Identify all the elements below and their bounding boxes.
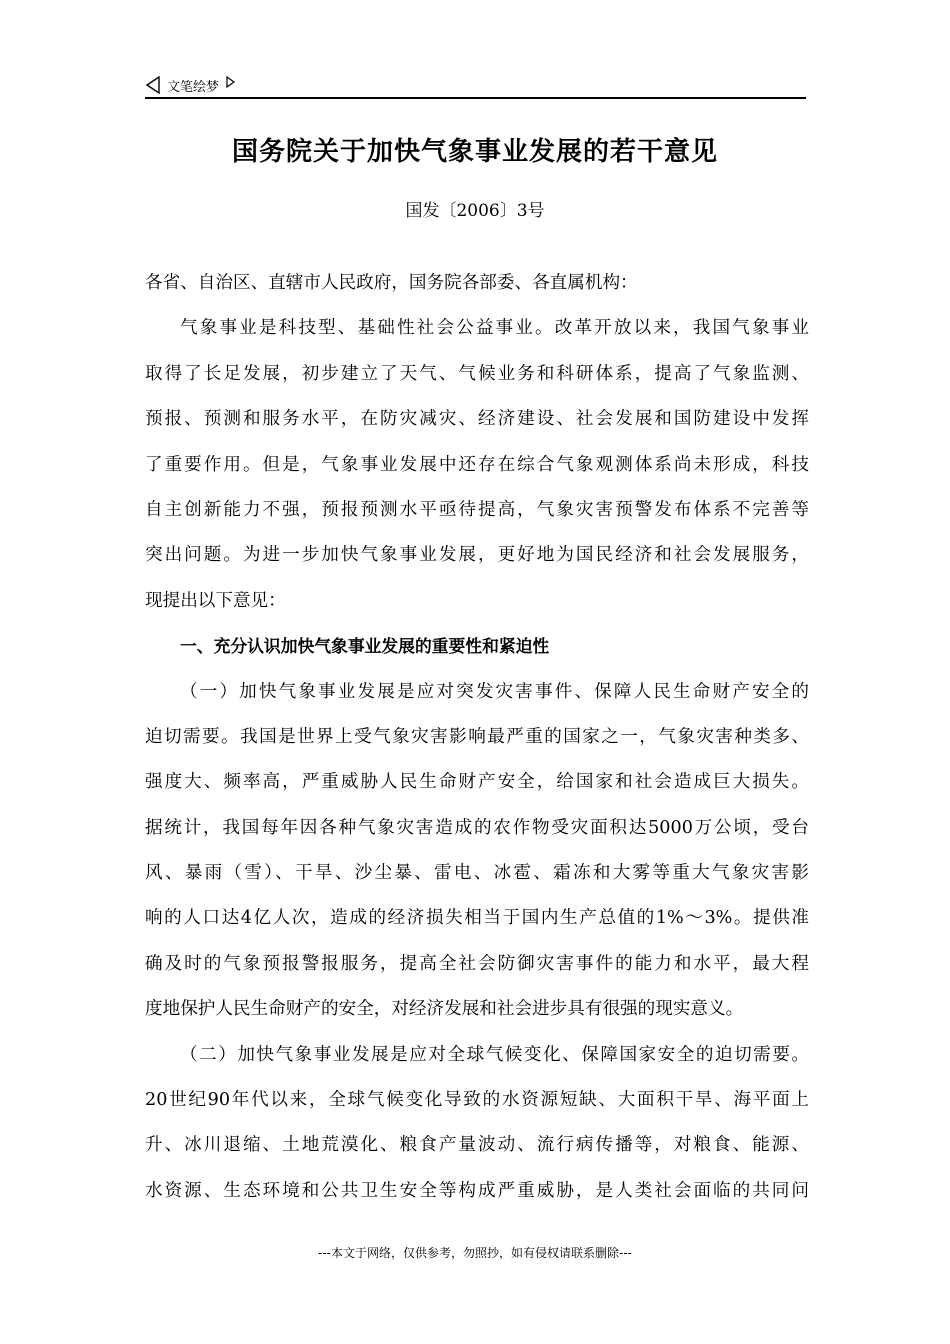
paragraph-line: 风、暴雨（雪）、干旱、沙尘暴、雷电、冰雹、霜冻和大雾等重大气象灾害影	[145, 863, 809, 884]
section-heading: 一、充分认识加快气象事业发展的重要性和紧迫性	[180, 636, 550, 657]
page-header	[145, 72, 805, 98]
salutation-line: 各省、自治区、直辖市人民政府，国务院各部委、各直属机构：	[145, 273, 638, 293]
right-triangle-icon	[225, 76, 235, 88]
paragraph-line: 响的人口达4亿人次，造成的经济损失相当于国内生产总值的1%～3%。提供准	[145, 908, 809, 929]
paragraph-line: 20世纪90年代以来，全球气候变化导致的水资源短缺、大面积干旱、海平面上	[145, 1090, 809, 1111]
paragraph-line: 预报、预测和服务水平，在防灾减灾、经济建设、社会发展和国防建设中发挥	[145, 409, 809, 430]
header-label: 文笔绘梦	[167, 79, 220, 95]
paragraph-line: 强度大、频率高，严重威胁人民生命财产安全，给国家和社会造成巨大损失。	[145, 772, 809, 793]
paragraph-line: 度地保护人民生命财产的安全，对经济发展和社会进步具有很强的现实意义。	[145, 999, 744, 1020]
paragraph-line: 迫切需要。我国是世界上受气象灾害影响最严重的国家之一，气象灾害种类多、	[145, 726, 809, 747]
paragraph-line: 升、冰川退缩、土地荒漠化、粮食产量波动、流行病传播等，对粮食、能源、	[145, 1135, 809, 1156]
left-triangle-icon	[145, 76, 161, 94]
paragraph-line: 取得了长足发展，初步建立了天气、气候业务和科研体系，提高了气象监测、	[145, 363, 809, 384]
paragraph-line: 突出问题。为进一步加快气象事业发展，更好地为国民经济和社会发展服务，	[145, 545, 809, 566]
document-title: 国务院关于加快气象事业发展的若干意见	[231, 137, 718, 167]
header-rule	[145, 97, 806, 99]
paragraph-line: 据统计，我国每年因各种气象灾害造成的农作物受灾面积达5000万公顷，受台	[145, 817, 809, 838]
document-number: 国发〔2006〕3号	[405, 201, 545, 221]
paragraph-line: 确及时的气象预报警报服务，提高全社会防御灾害事件的能力和水平，最大程	[145, 953, 809, 974]
paragraph-line: 气象事业是科技型、基础性社会公益事业。改革开放以来，我国气象事业	[180, 318, 809, 339]
page-footer: ---本文于网络，仅供参考，勿照抄，如有侵权请联系删除---	[318, 1246, 632, 1260]
paragraph-line: 了重要作用。但是，气象事业发展中还存在综合气象观测体系尚未形成，科技	[145, 454, 809, 475]
subsection-lead-line: （一）加快气象事业发展是应对突发灾害事件、保障人民生命财产安全的	[180, 681, 809, 702]
paragraph-line: 水资源、生态环境和公共卫生安全等构成严重威胁，是人类社会面临的共同问	[145, 1180, 809, 1201]
subsection-lead-line: （二）加快气象事业发展是应对全球气候变化、保障国家安全的迫切需要。	[180, 1044, 809, 1065]
paragraph-line: 现提出以下意见：	[145, 590, 286, 611]
document-body	[145, 261, 809, 1214]
paragraph-line: 自主创新能力不强，预报预测水平亟待提高，气象灾害预警发布体系不完善等	[145, 499, 809, 520]
